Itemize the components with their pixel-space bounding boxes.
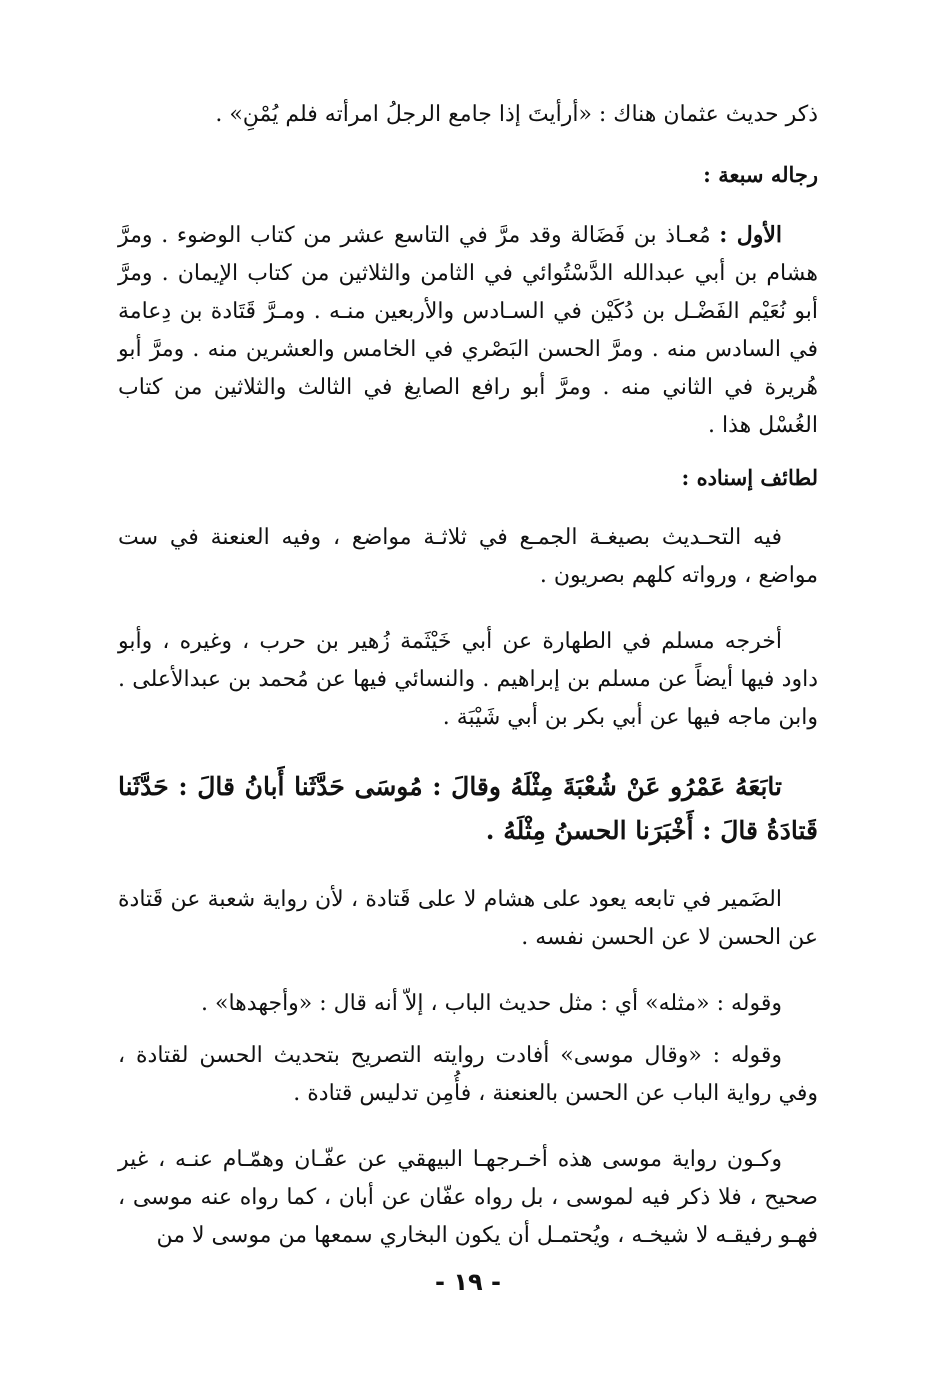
heading-isnad: لطائف إسناده : bbox=[681, 465, 818, 490]
narrators-text: مُعـاذ بن فَضَالة وقد مرَّ في التاسع عشر من كتاب الوضوء . ومرَّ هشام بن أبي عبدالله الدَّسْتُوائي في الثامن والثلاثين من كتاب الإيمان . ومرَّ أبو نُعَيْم الفَضْـل بن دُكَيْن في السـادس والأربعين منـه . ومـرَّ قَتَادة بن دِعامة في السادس منه . ومرَّ الحسن البَصْري في الخامس والعشرين منه . ومرَّ أبو هُريرة في الثاني منه . ومرَّ أبو رافع الصايغ في الثالث والثلاثين من كتاب الغُسْل هذا . bbox=[118, 223, 818, 438]
page-body bbox=[118, 96, 818, 1255]
paragraph-qala-musa: وقوله : «وقال موسى» أفادت روايته التصريح بتحديث الحسن لقتادة ، وفي رواية الباب عن الحسن بالعنعنة ، فأُمِن تدليس قتادة . bbox=[118, 1043, 818, 1106]
paragraph-mithluhu: وقوله : «مثله» أي : مثل حديث الباب ، إلاّ أنه قال : «وأجهدها» . bbox=[201, 991, 782, 1016]
hadith-quote: تابَعَهُ عَمْرُو عَنْ شُعْبَةَ مِثْلَهُ وقالَ : مُوسَى حَدَّثَنا أَبانُ قالَ : حَدَّثَنا قَتادَةُ قالَ : أَخْبَرَنا الحسنُ مِثْلَهُ . bbox=[118, 772, 818, 845]
paragraph-narrators bbox=[118, 216, 818, 445]
page-number: - ١٩ - bbox=[435, 1268, 501, 1296]
paragraph-uthman-hadith: ذكر حديث عثمان هناك : «أرأيتَ إذا جامع الرجلُ امرأته فلم يُمْنِ» . bbox=[215, 102, 818, 127]
paragraph-bayhaqi: وكـون رواية موسى هذه أخـرجهـا البيهقي عن عفّـان وهمّـام عنـه ، غير صحيح ، فلا ذكر فيه لموسى ، بل رواه عفّان عن أبان ، كما رواه عنه موسى ، فهـو رفيقـه لا شيخـه ، ويُحتمـل أن يكون البخاري سمعها من موسى لا من bbox=[118, 1147, 818, 1248]
paragraph-takhrij: أخرجه مسلم في الطهارة عن أبي خَيْثَمة زُهير بن حرب ، وغيره ، وأبو داود فيها أيضاً عن مسلم بن إبراهيم . والنسائي فيها عن مُحمد بن عبدالأعلى . وابن ماجه فيها عن أبي بكر بن أبي شَيْبَة . bbox=[118, 629, 818, 730]
paragraph-damir: الضَمير في تابعه يعود على هشام لا على قَتادة ، لأن رواية شعبة عن قَتادة عن الحسن لا عن الحسن نفسه . bbox=[118, 887, 818, 950]
narrator-first-label: الأول : bbox=[719, 222, 782, 248]
heading-narrators: رجاله سبعة : bbox=[703, 162, 818, 187]
paragraph-isnad: فيه التحـديث بصيغـة الجمـع في ثلاثـة مواضع ، وفيه العنعنة في ست مواضع ، ورواته كلهم بصريون . bbox=[118, 525, 818, 588]
